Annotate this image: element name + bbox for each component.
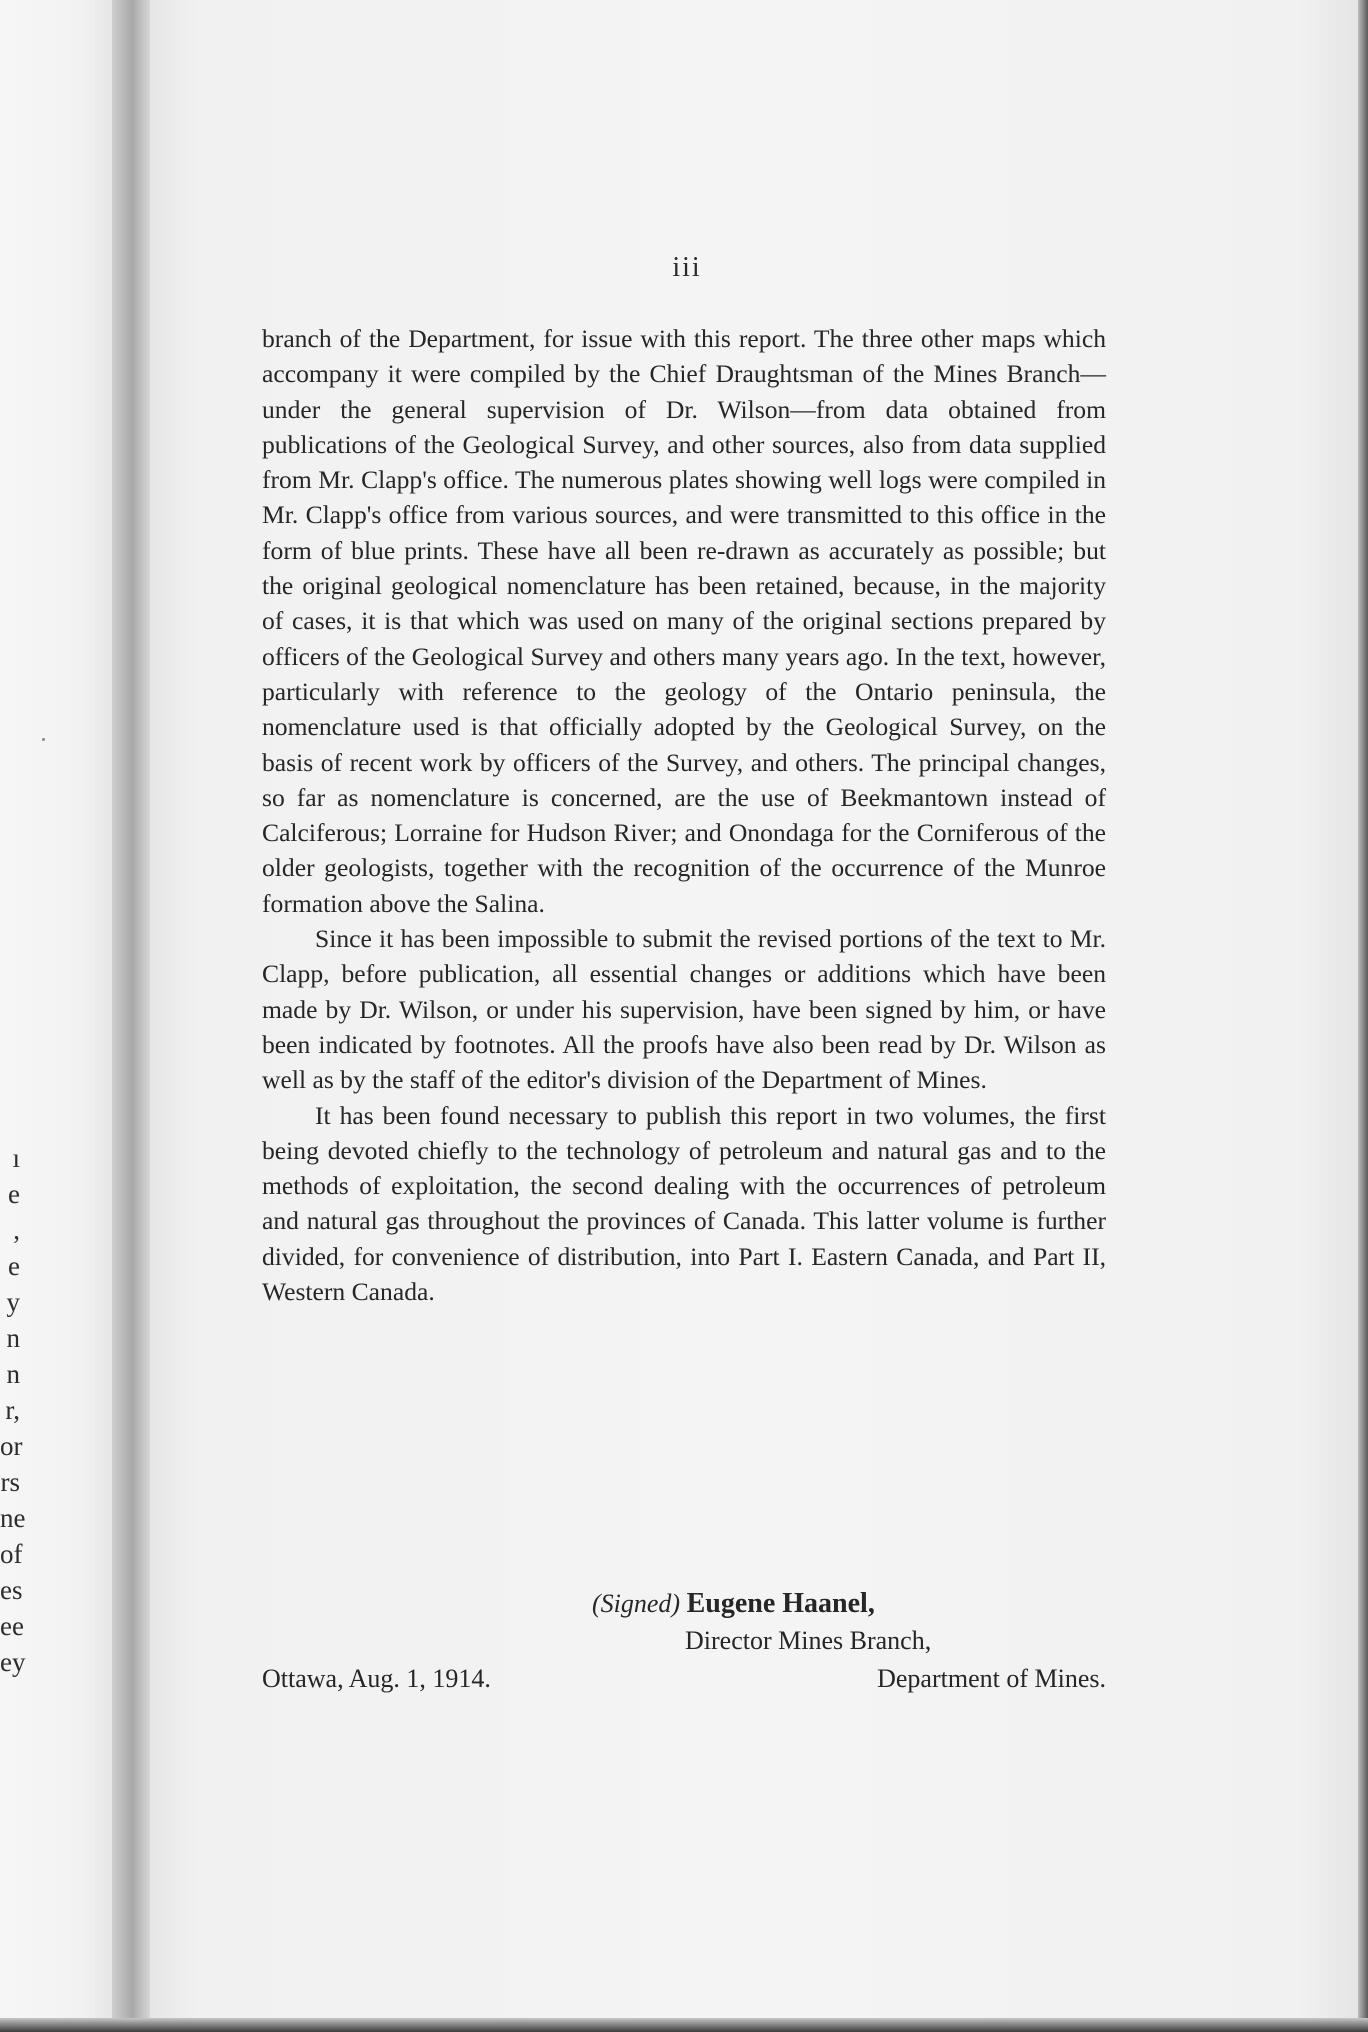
- paragraph-continuation: branch of the Department, for issue with this report. The three other maps which accompany it were compiled by the Chief Draughtsman of the Mines Branch—under the general supervision of Dr. Wilson—from data obtained from publications of the Geological Survey, and other sources, also from data supplied from Mr. Clapp's office. The numerous plates showing well logs were compiled in Mr. Clapp's office from various sources, and were transmitted to this office in the form of blue prints. These have all been re-drawn as accurately as possible; but the original geological nomenclature has been retained, because, in the majority of cases, it is that which was used on many of the original sections prepared by officers of the Geological Survey and others many years ago. In the text, however, particularly with reference to the geology of the Ontario peninsula, the nomenclature used is that officially adopted by the Geological Survey, on the basis of recent work by officers of the Survey, and others. The principal changes, so far as nomenclature is concerned, are the use of Beekmantown instead of Calciferous; Lorraine for Hudson River; and Onondaga for the Corniferous of the older geologists, together with the recognition of the occurrence of the Munroe formation above the Salina.: [262, 324, 1106, 918]
- paragraph-revisions: Since it has been impossible to submit the revised portions of the text to Mr. Clapp, before publication, all essential changes or additions which have been made by Dr. Wilson, or under his supervision, have been signed by him, or have been indicated by footnotes. All the proofs have also been read by Dr. Wilson as well as by the staff of the editor's division of the Department of Mines.: [262, 924, 1106, 1095]
- body-text: [262, 321, 1106, 1309]
- fragment: es: [0, 1575, 23, 1605]
- page-number: iii: [672, 252, 702, 283]
- signature-block: [262, 1588, 1106, 1708]
- fragment: ı: [12, 1143, 20, 1173]
- place-and-date: Ottawa, Aug. 1, 1914.: [262, 1664, 491, 1693]
- facing-page-text-fragments: [0, 1140, 26, 1680]
- page-right-edge: [1358, 0, 1368, 2032]
- fragment: n: [6, 1323, 20, 1353]
- paragraph-volumes: It has been found necessary to publish this report in two volumes, the first being devoted chiefly to the technology of petroleum and natural gas and to the methods of exploitation, the second dealing with the occurrences of petroleum and natural gas throughout the provinces of Canada. This latter volume is further divided, for convenience of distribution, into Part I. Eastern Canada, and Part II, Western Canada.: [262, 1100, 1106, 1307]
- fragment: ey: [0, 1647, 26, 1677]
- signature-line: [592, 1588, 875, 1620]
- fragment: y: [6, 1287, 20, 1317]
- page-bottom-edge: [0, 2018, 1368, 2032]
- signed-label: (Signed): [592, 1589, 681, 1618]
- signatory-department: Department of Mines.: [877, 1664, 1106, 1693]
- fragment: e: [8, 1179, 20, 1209]
- fragment: of: [0, 1539, 23, 1569]
- dust-speck: [42, 738, 45, 741]
- signatory-name: Eugene Haanel,: [686, 1588, 875, 1619]
- fragment: e: [8, 1251, 20, 1281]
- fragment: ee: [0, 1611, 24, 1641]
- fragment: or: [0, 1431, 23, 1461]
- fragment: n: [6, 1359, 20, 1389]
- fragment: r,: [5, 1395, 20, 1425]
- fragment: ne: [0, 1503, 26, 1533]
- facing-page: [0, 0, 118, 2032]
- fragment: ,: [13, 1215, 20, 1245]
- fragment: rs: [0, 1467, 20, 1497]
- signatory-title: Director Mines Branch,: [685, 1626, 932, 1655]
